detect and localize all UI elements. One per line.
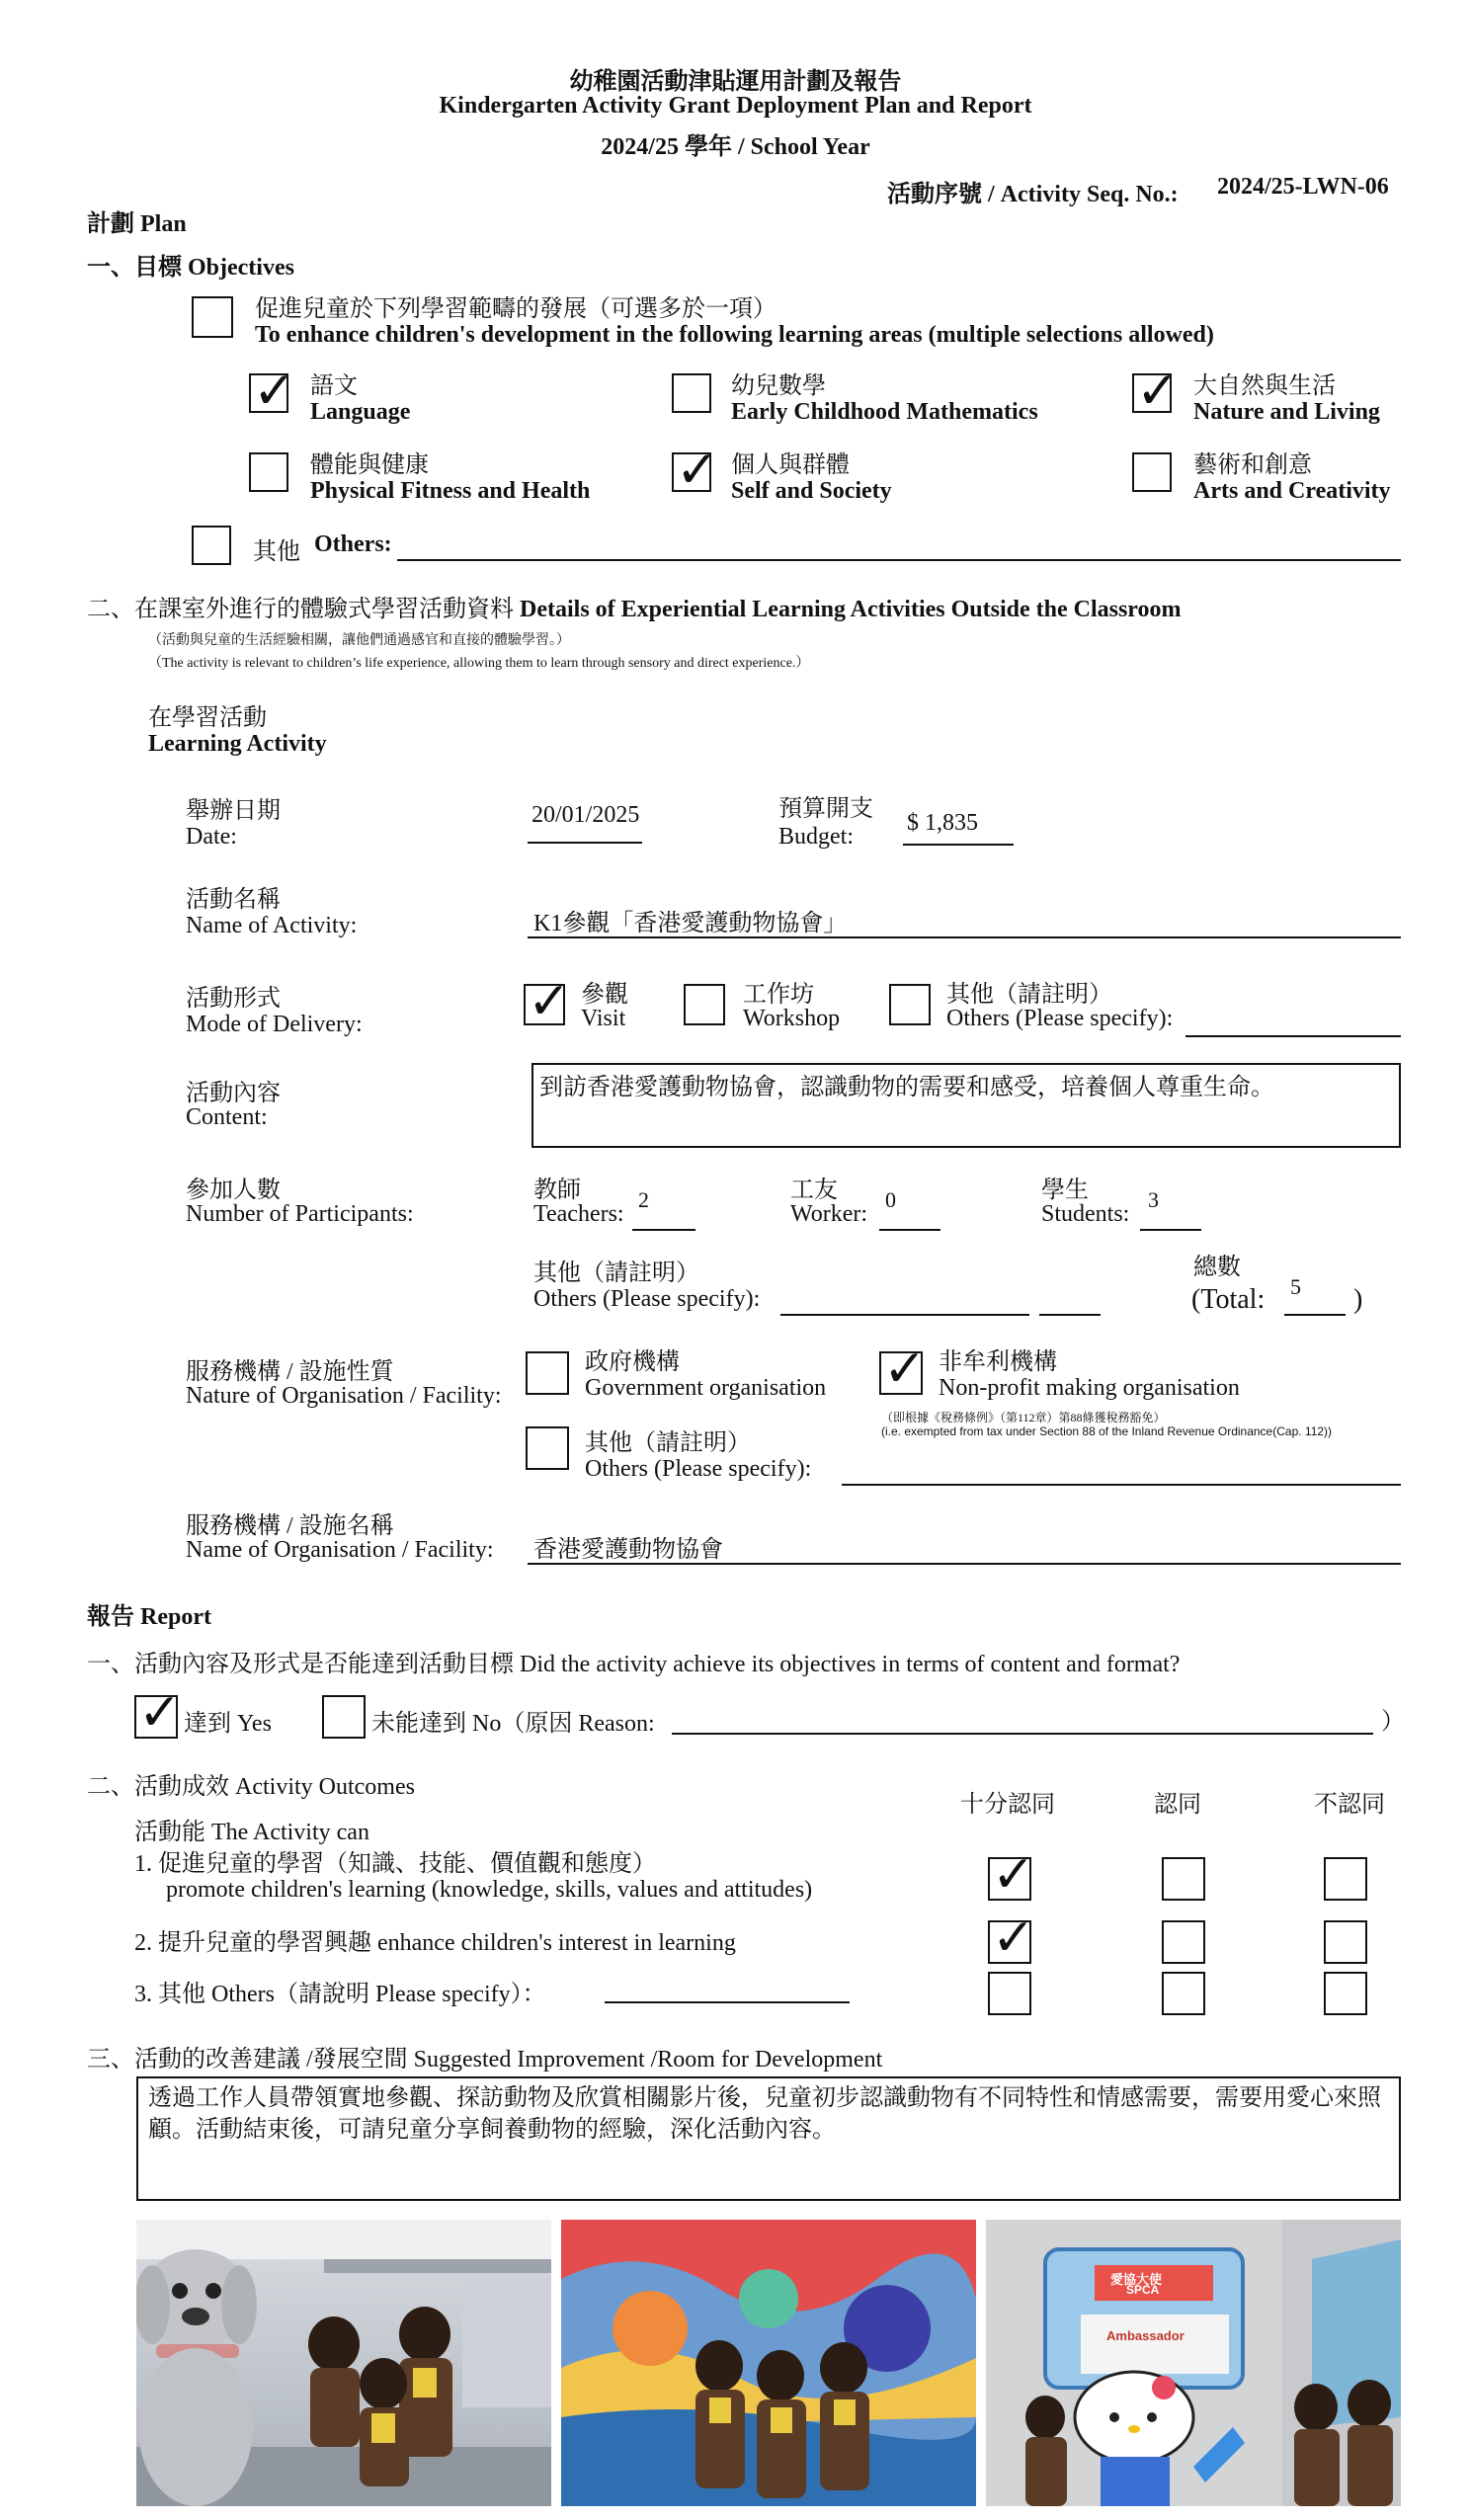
name-zh: 活動名稱 [186,887,281,913]
participants-en: Number of Participants: [186,1201,414,1227]
improve-value: 透過工作人員帶領實地參觀、探訪動物及欣賞相關影片後，兒童初步認識動物有不同特性和情感需要，需要用愛心來照顧。活動結束後，可請兒童分享飼養動物的經驗，深化活動內容。 [148,2085,1381,2143]
objectives-heading: 一、目標 Objectives [87,255,294,281]
org-other-checkbox[interactable] [526,1426,569,1470]
area-checkbox-fitness[interactable] [249,452,288,492]
org-gov-zh: 政府機構 [585,1349,680,1375]
area-zh: 體能與健康 [310,452,429,478]
no-checkbox[interactable] [322,1695,366,1739]
outcomes-heading: 二、活動成效 Activity Outcomes [87,1774,415,1800]
area-checkbox-language[interactable] [249,362,296,421]
mode-zh-label: 工作坊 [743,982,814,1008]
name-line [528,936,1401,938]
total-line [1284,1314,1346,1316]
sign-line1: 愛協大使 [1110,2272,1163,2287]
area-zh: 幼兒數學 [731,373,826,399]
sign-line2: SPCA [1126,2283,1160,2297]
check-icon: ✓ [676,441,719,500]
rating-agree-checkbox[interactable] [1162,1972,1205,2015]
area-en: Nature and Living [1193,399,1380,425]
mode-en-label: Others (Please specify): [946,1006,1174,1031]
others-checkbox[interactable] [192,526,231,565]
budget-zh: 預算開支 [778,796,873,822]
school-year: 2024/25 學年 / School Year [601,134,870,160]
students-line [1140,1229,1201,1231]
content-value: 到訪香港愛護動物協會，認識動物的需要和感受，培養個人尊重生命。 [539,1075,1274,1100]
rating-agree-checkbox[interactable] [1162,1857,1205,1901]
outcome-1-zh: 1. 促進兒童的學習（知識、技能、價值觀和態度） [134,1851,656,1877]
photo-dog-statue [136,2220,551,2506]
name-en: Name of Activity: [186,913,358,938]
mode-en: Mode of Delivery: [186,1012,363,1037]
mode-zh: 活動形式 [186,986,281,1012]
worker-value[interactable]: 0 [885,1187,896,1212]
participants-zh: 參加人數 [186,1178,281,1203]
details-note-en: （The activity is relevant to children’s life experience, allowing them to learn through sensory and direct experience.） [148,656,810,671]
area-en: Physical Fitness and Health [310,478,591,504]
students-en: Students: [1041,1201,1130,1227]
check-icon: ✓ [138,1683,182,1743]
org-name-value[interactable]: 香港愛護動物協會 [533,1537,723,1563]
check-icon: ✓ [992,1845,1035,1905]
activity-can: 活動能 The Activity can [134,1820,369,1845]
learning-activity-zh: 在學習活動 [148,705,267,731]
budget-line [903,844,1014,846]
area-zh: 大自然與生活 [1193,373,1336,399]
rating-disagree-checkbox[interactable] [1324,1920,1367,1964]
org-gov-en: Government organisation [585,1375,827,1401]
rating-strongly-agree-checkbox[interactable] [988,1972,1031,2015]
org-npo-note-en: (i.e. exempted from tax under Section 88 of the Inland Revenue Ordinance(Cap. 112)) [881,1424,1333,1438]
total-zh: 總數 [1193,1255,1241,1280]
rating-disagree-checkbox[interactable] [1324,1857,1367,1901]
rating-strongly-agree-checkbox[interactable] [988,1845,1035,1905]
org-name-en: Name of Organisation / Facility: [186,1537,494,1563]
others-en: Others: [314,531,392,557]
mode-en-label: Workshop [743,1006,841,1031]
name-value[interactable]: K1參觀「香港愛護動物協會」 [533,911,848,936]
mode-en-label: Visit [581,1006,626,1031]
area-checkbox-society[interactable] [672,441,719,500]
rating-agree-checkbox[interactable] [1162,1920,1205,1964]
budget-value[interactable]: $ 1,835 [907,810,978,836]
learning-activity-en: Learning Activity [148,731,327,757]
photo-kitty-sign [986,2220,1401,2506]
worker-line [879,1229,940,1231]
students-value[interactable]: 3 [1148,1187,1159,1212]
no-close: ） [1381,1709,1405,1735]
content-en: Content: [186,1104,268,1130]
mode-checkbox-workshop[interactable] [684,984,725,1025]
mode-others-line [1185,1035,1401,1037]
total-en: (Total: [1191,1284,1266,1315]
area-checkbox-math[interactable] [672,373,711,413]
area-checkbox-arts[interactable] [1132,452,1172,492]
area-en: Language [310,399,411,425]
area-en: Early Childhood Mathematics [731,399,1038,425]
mode-checkbox-visit[interactable] [524,972,571,1031]
check-icon: ✓ [1136,362,1180,421]
outcome-3-line [605,2001,850,2003]
outcome-2: 2. 提升兒童的學習興趣 enhance children's interest in learning [134,1930,736,1956]
no-reason-line [672,1733,1373,1735]
photo-mural [561,2220,976,2506]
check-icon: ✓ [992,1909,1035,1968]
org-other-line [842,1484,1401,1486]
report-heading: 報告 Report [87,1604,211,1630]
improve-heading: 三、活動的改善建議 /發展空間 Suggested Improvement /Room for Development [87,2047,883,2073]
date-en: Date: [186,824,237,850]
area-en: Arts and Creativity [1193,478,1391,504]
check-icon: ✓ [883,1340,927,1399]
org-npo-zh: 非牟利機構 [939,1349,1057,1375]
details-heading: 二、在課室外進行的體驗式學習活動資料 Details of Experiential Learning Activities Outside the Classroom [87,597,1182,622]
yes-label: 達到 Yes [184,1711,272,1737]
area-zh: 語文 [310,373,358,399]
enhance-en: To enhance children's development in the following learning areas (multiple selections allowed) [255,322,1214,348]
area-checkbox-nature[interactable] [1132,362,1180,421]
org-nature-en: Nature of Organisation / Facility: [186,1383,502,1409]
sign-line3: Ambassador [1106,2328,1185,2343]
org-other-en: Others (Please specify): [585,1456,812,1482]
outcome-3: 3. 其他 Others（請說明 Please specify）： [134,1982,546,2007]
check-icon: ✓ [528,972,571,1031]
content-box[interactable] [531,1063,1401,1148]
col-strongly-agree: 十分認同 [960,1792,1055,1818]
total-close: ) [1353,1284,1363,1315]
title-zh: 幼稚園活動津貼運用計劃及報告 [569,69,902,95]
org-nature-zh: 服務機構 / 設施性質 [186,1359,394,1385]
area-zh: 藝術和創意 [1193,452,1312,478]
teachers-value[interactable]: 2 [638,1187,649,1212]
title-en: Kindergarten Activity Grant Deployment Plan and Report [439,93,1032,119]
mode-zh-label: 其他（請註明） [946,982,1112,1008]
org-gov-checkbox[interactable] [526,1351,569,1395]
worker-en: Worker: [790,1201,868,1227]
improve-box[interactable] [136,2076,1401,2201]
plan-heading: 計劃 Plan [87,211,187,237]
others-specify-en: Others (Please specify): [533,1286,761,1312]
report-q1: 一、活動內容及形式是否能達到活動目標 Did the activity achieve its objectives in terms of content and format? [87,1652,1181,1677]
area-en: Self and Society [731,478,892,504]
col-disagree: 不認同 [1314,1792,1385,1818]
mode-checkbox-others[interactable] [889,984,931,1025]
org-npo-en: Non-profit making organisation [939,1375,1240,1401]
details-note-zh: （活動與兒童的生活經驗相關，讓他們通過感官和直接的體驗學習。） [148,633,570,648]
org-npo-note-zh: （即根據《稅務條例》（第112章）第88條獲稅務豁免） [881,1411,1166,1424]
col-agree: 認同 [1154,1792,1201,1818]
teachers-zh: 教師 [533,1178,581,1203]
content-zh: 活動內容 [186,1081,281,1106]
others-line [397,559,1401,561]
area-zh: 個人與群體 [731,452,850,478]
no-label: 未能達到 No（原因 Reason: [371,1711,655,1737]
check-icon: ✓ [253,362,296,421]
enhance-zh: 促進兒童於下列學習範疇的發展（可選多於一項） [255,296,776,322]
teachers-line [632,1229,695,1231]
photo-mural-illustration [561,2220,976,2506]
yes-checkbox[interactable] [134,1683,182,1743]
others-specify-line [780,1314,1029,1316]
rating-disagree-checkbox[interactable] [1324,1972,1367,2015]
seq-value: 2024/25-LWN-06 [1217,174,1389,200]
date-zh: 舉辦日期 [186,798,281,824]
date-value[interactable]: 20/01/2025 [531,802,640,828]
seq-label: 活動序號 / Activity Seq. No.: [887,182,1179,207]
teachers-en: Teachers: [533,1201,624,1227]
org-name-line [528,1563,1401,1565]
mode-zh-label: 參觀 [581,982,628,1008]
rating-strongly-agree-checkbox[interactable] [988,1909,1035,1968]
photo-kitty-sign-illustration [986,2220,1401,2506]
org-other-zh: 其他（請註明） [585,1430,751,1456]
others-count-line [1039,1314,1101,1316]
enhance-checkbox[interactable] [192,296,233,338]
photo-dog-statue-illustration [136,2220,551,2506]
students-zh: 學生 [1041,1178,1089,1203]
date-line [528,842,642,844]
outcome-1-en: promote children's learning (knowledge, skills, values and attitudes) [166,1877,813,1903]
org-npo-checkbox[interactable] [879,1340,927,1399]
others-zh: 其他 [253,539,300,565]
org-name-zh: 服務機構 / 設施名稱 [186,1513,394,1539]
worker-zh: 工友 [790,1178,838,1203]
budget-en: Budget: [778,824,854,850]
others-specify-zh: 其他（請註明） [533,1260,699,1286]
total-value[interactable]: 5 [1290,1274,1301,1299]
